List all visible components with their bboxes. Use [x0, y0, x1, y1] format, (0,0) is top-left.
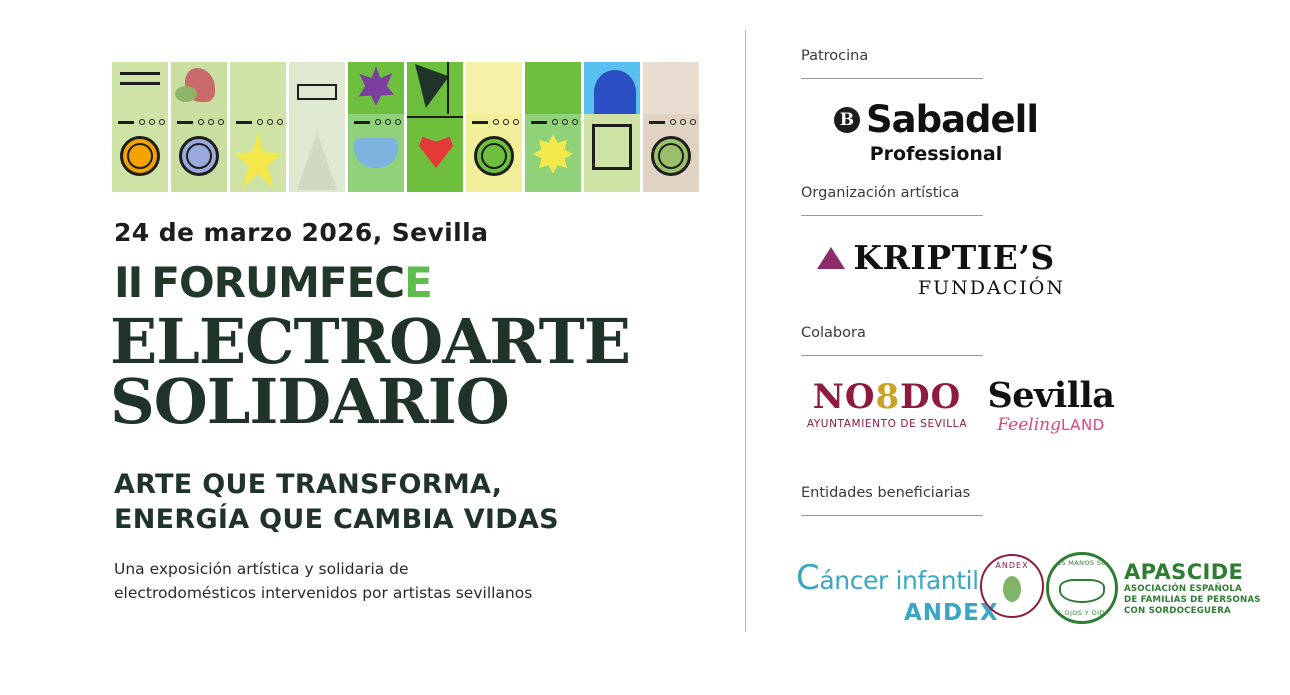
kriptie-subtitle: FUNDACIÓN [917, 277, 1065, 299]
apascide-emblem-icon [1046, 552, 1118, 624]
apascide-emblem-bottom-text: MIS OJOS Y OÍDOS [1049, 609, 1115, 617]
appliance-controls [118, 116, 162, 129]
appliance-drum [474, 136, 514, 176]
andex-acronym: ANDEX [904, 600, 999, 626]
event-edition-number: II [114, 258, 142, 307]
appliance-item [407, 62, 463, 192]
event-logo-main: FORUMFEC [151, 258, 405, 307]
appliance-top-art [348, 62, 404, 114]
kriptie-triangle-icon [817, 247, 845, 269]
description-line-2: electrodomésticos intervenidos por artistas sevillanos [114, 584, 533, 603]
andex-leaf-icon [1003, 576, 1021, 602]
appliance-drum [651, 136, 691, 176]
apascide-text-block [1124, 560, 1261, 617]
appliance-top-art [643, 62, 699, 114]
nodo-wordmark [792, 377, 982, 417]
appliance-controls [649, 116, 693, 129]
sevilla-feeling-text: Feeling [997, 415, 1061, 435]
nodo-part-2: DO [900, 377, 962, 417]
description-line-1: Una exposición artística y solidaria de [114, 560, 409, 578]
headline-line-2: SOLIDARIO [110, 364, 509, 438]
subhead-line-2: ENERGÍA QUE CAMBIA VIDAS [114, 504, 559, 536]
nodo-knot-icon: 8 [875, 377, 901, 417]
appliance-item [643, 62, 699, 192]
appliance-drum [120, 136, 160, 176]
sevilla-land-text: LAND [1060, 416, 1105, 434]
subhead-line-1: ARTE QUE TRANSFORMA, [114, 469, 503, 500]
appliance-controls [177, 116, 221, 129]
sevilla-wordmark: Sevilla [987, 375, 1115, 416]
appliance-item [171, 62, 227, 192]
logo-kriptie [801, 238, 1071, 299]
kriptie-name: KRIPTIE’S [853, 238, 1055, 277]
appliance-controls [354, 116, 398, 129]
rule-colabora [801, 355, 983, 356]
apascide-desc-line-1: ASOCIACIÓN ESPAÑOLA [1124, 583, 1242, 594]
sevilla-tagline [961, 415, 1141, 435]
rule-organizacion [801, 215, 983, 216]
appliance-item [289, 62, 345, 192]
nodo-subtitle: AYUNTAMIENTO DE SEVILLA [806, 418, 968, 430]
event-logo [114, 258, 432, 307]
sabadell-name: Sabadell [865, 98, 1038, 141]
appliance-item [525, 62, 581, 192]
apascide-desc-line-2: DE FAMILIAS DE PERSONAS [1124, 594, 1261, 605]
label-organizacion-artistica: Organización artística [801, 185, 960, 201]
poster-subheadline [114, 467, 559, 537]
poster-headline [110, 305, 631, 438]
logo-apascide [1046, 552, 1286, 624]
nodo-part-1: NO [812, 377, 876, 417]
rule-patrocina [801, 78, 983, 79]
rule-beneficiarias [801, 515, 983, 516]
label-patrocina: Patrocina [801, 48, 869, 64]
appliance-controls [472, 116, 516, 129]
andex-seal-icon [980, 554, 1044, 618]
appliance-controls [236, 116, 280, 129]
logo-sabadell [806, 98, 1066, 165]
sabadell-tagline: Professional [869, 143, 1003, 165]
appliance-item [112, 62, 168, 192]
logo-nodo-ayuntamiento [792, 377, 982, 430]
andex-initial: C [796, 558, 820, 598]
poster-description [114, 557, 532, 605]
appliance-item [348, 62, 404, 192]
appliance-top-art [525, 62, 581, 114]
appliance-illustration-strip [112, 62, 699, 192]
apascide-hands-icon [1059, 579, 1105, 603]
label-entidades-beneficiarias: Entidades beneficiarias [801, 485, 971, 501]
appliance-drum [179, 136, 219, 176]
apascide-brand: APASCIDE [1124, 559, 1244, 584]
appliance-top-art [466, 62, 522, 114]
event-logo-text [151, 258, 432, 307]
appliance-top-art [171, 62, 227, 114]
appliance-item [466, 62, 522, 192]
appliance-top-art [230, 62, 286, 114]
appliance-top-art [112, 62, 168, 114]
poster-right-column [746, 0, 1290, 695]
event-date: 24 de marzo 2026, Sevilla [114, 218, 489, 247]
logo-sevilla-feeling-land [961, 375, 1141, 435]
logo-andex [796, 558, 1036, 626]
appliance-top-art [289, 62, 345, 114]
apascide-emblem-top-text: TUS MANOS SON [1051, 559, 1113, 567]
appliance-item [230, 62, 286, 192]
appliance-controls [531, 116, 575, 129]
andex-seal-text: ANDEX [995, 561, 1029, 570]
andex-title-rest: áncer infantil [819, 566, 979, 595]
appliance-top-art [407, 62, 463, 114]
appliance-top-art [584, 62, 640, 114]
appliance-item [584, 62, 640, 192]
label-colabora: Colabora [801, 325, 866, 341]
headline-line-1: ELECTROARTE [110, 305, 631, 378]
apascide-desc-line-3: CON SORDOCEGUERA [1124, 605, 1231, 616]
sabadell-mark-icon: B [834, 107, 860, 133]
event-logo-accent: E [404, 258, 432, 307]
